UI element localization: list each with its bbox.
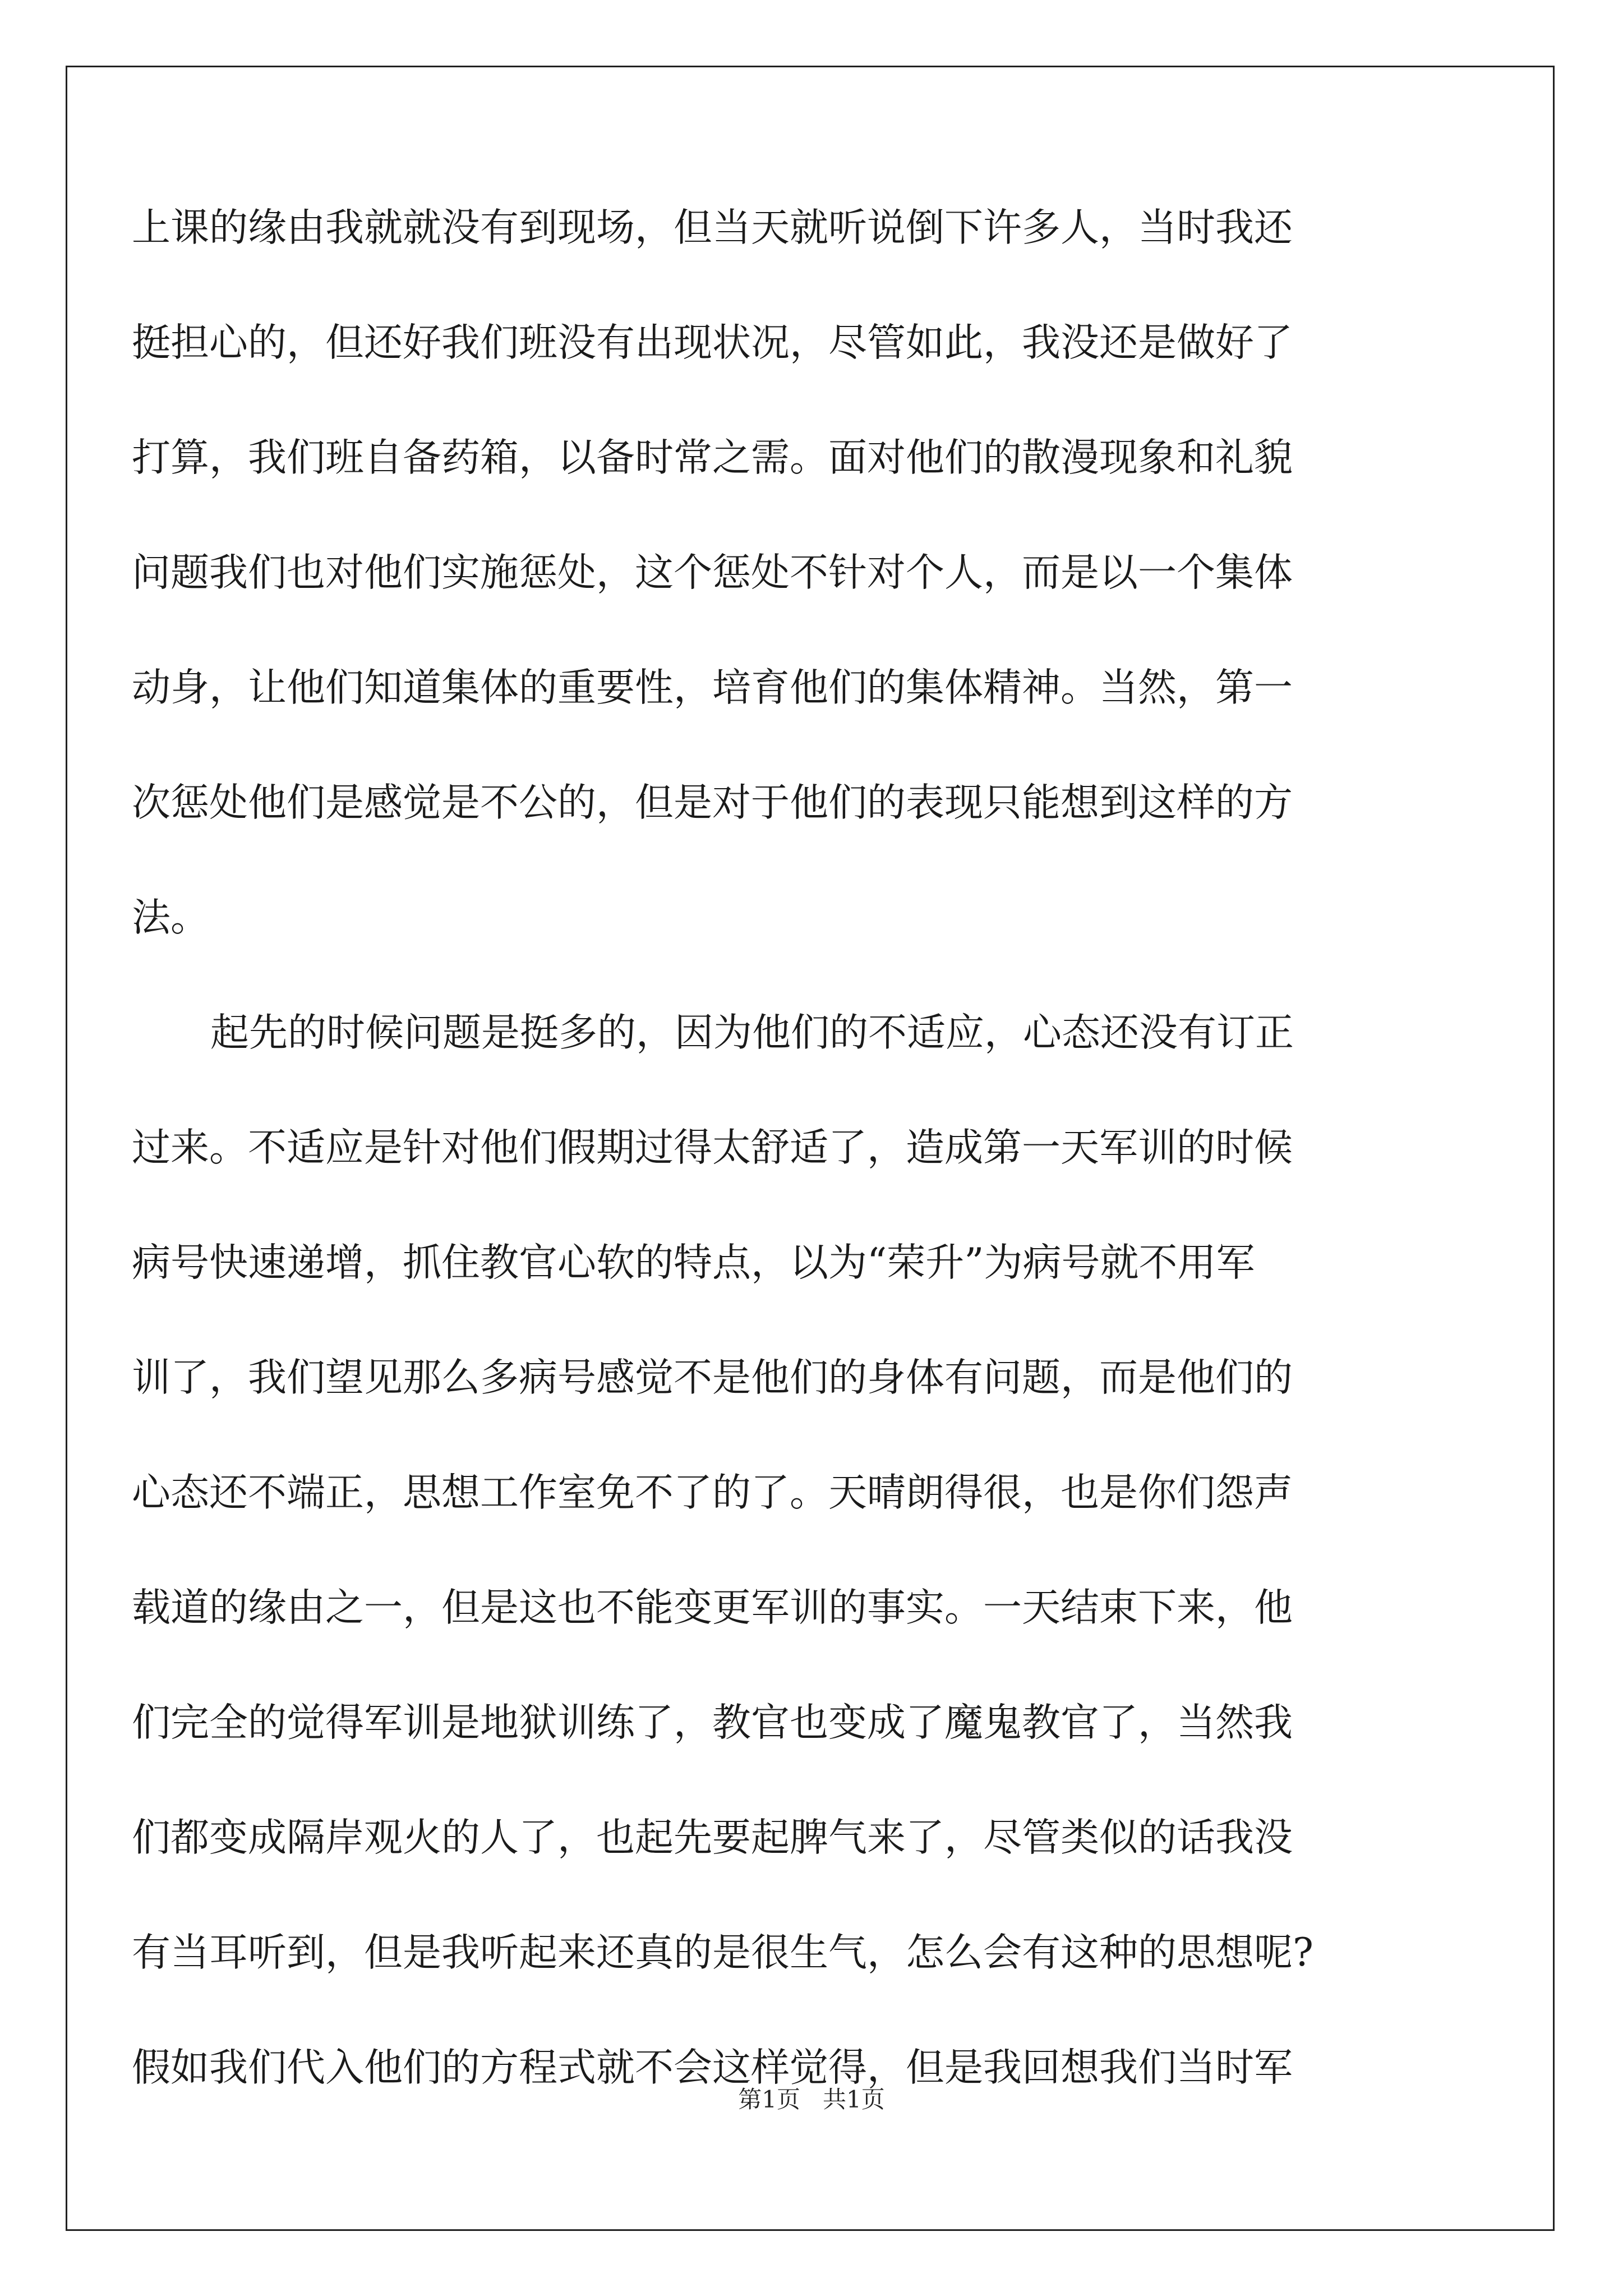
text-line: 挺担心的，但还好我们班没有出现状况，尽管如此，我没还是做好了	[132, 320, 1293, 365]
text-line: 载道的缘由之一，但是这也不能变更军训的事实。一天结束下来，他	[132, 1585, 1293, 1630]
text-line: 过来。不适应是针对他们假期过得太舒适了，造成第一天军训的时候	[132, 1125, 1293, 1170]
text-line: 假如我们代入他们的方程式就不会这样觉得，但是我回想我们当时军	[132, 2045, 1293, 2090]
text-line: 们都变成隔岸观火的人了，也起先要起脾气来了，尽管类似的话我没	[132, 1815, 1293, 1860]
text-line: 问题我们也对他们实施惩处，这个惩处不针对个人，而是以一个集体	[132, 550, 1293, 595]
paragraph-start-line: 起先的时候问题是挺多的，因为他们的不适应，心态还没有订正	[210, 1010, 1294, 1055]
text-line: 有当耳听到，但是我听起来还真的是很生气，怎么会有这种的思想呢?	[132, 1930, 1313, 1975]
text-line: 训了，我们望见那么多病号感觉不是他们的身体有问题，而是他们的	[132, 1355, 1293, 1400]
text-line: 病号快速递增，抓住教官心软的特点，以为“荣升”为病号就不用军	[132, 1240, 1255, 1285]
text-line: 法。	[132, 895, 209, 940]
text-line: 们完全的觉得军训是地狱训练了，教官也变成了魔鬼教官了，当然我	[132, 1700, 1293, 1745]
text-line: 动身，让他们知道集体的重要性，培育他们的集体精神。当然，第一	[132, 665, 1293, 710]
page-number: 第1页 共1页	[738, 2086, 885, 2113]
text-line: 上课的缘由我就就没有到现场，但当天就听说倒下许多人，当时我还	[132, 205, 1293, 250]
page-footer	[0, 2086, 1623, 2114]
text-line: 打算，我们班自备药箱，以备时常之需。面对他们的散漫现象和礼貌	[132, 435, 1293, 480]
document-body	[132, 205, 1489, 2160]
text-line: 次惩处他们是感觉是不公的，但是对于他们的表现只能想到这样的方	[132, 780, 1293, 825]
text-line: 心态还不端正，思想工作室免不了的了。天晴朗得很，也是你们怨声	[132, 1470, 1293, 1515]
